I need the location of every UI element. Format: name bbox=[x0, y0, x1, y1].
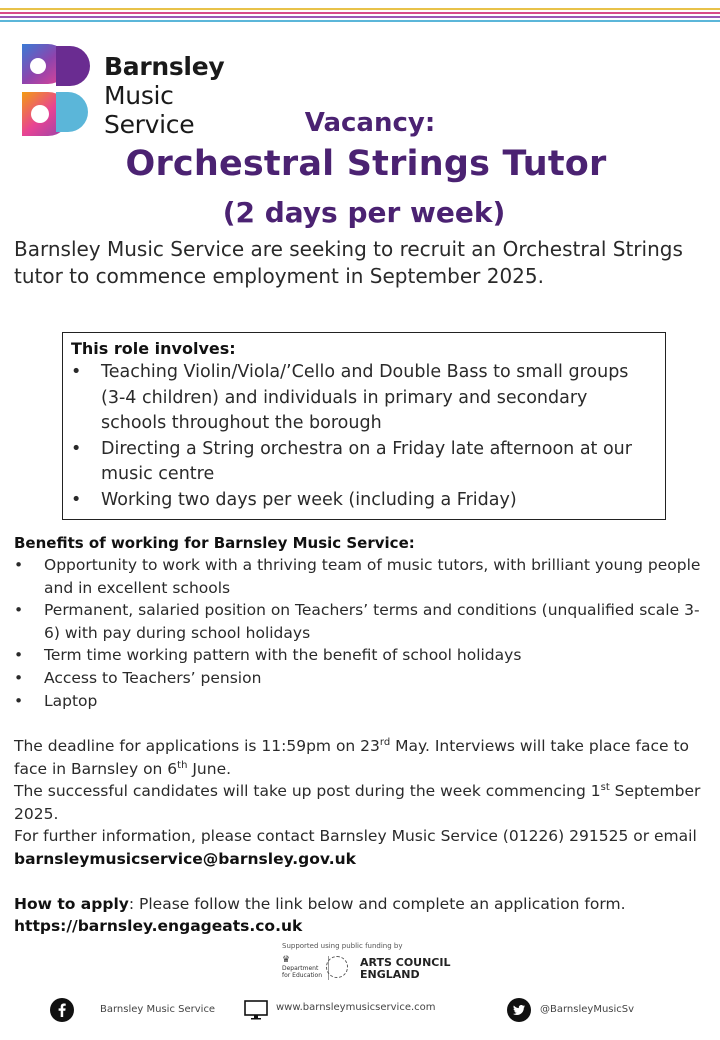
apply-text bbox=[14, 893, 706, 916]
job-title: Orchestral Strings Tutor bbox=[125, 144, 607, 184]
contact-part: For further information, please contact Barnsley Music Service (01226) 291525 or email bbox=[14, 827, 697, 846]
job-hours: (2 days per week) bbox=[222, 196, 506, 229]
list-item: • Teaching Violin/Viola/’Cello and Double Bass to small groups (3-4 children) and individuals in primary and secondary schools throughout the borough bbox=[71, 360, 657, 437]
start-text bbox=[14, 780, 706, 825]
role-box bbox=[62, 332, 666, 520]
intro-paragraph: Barnsley Music Service are seeking to recruit an Orchestral Strings tutor to commence employment in September 2025. bbox=[14, 237, 683, 288]
role-title: This role involves: bbox=[71, 339, 236, 358]
application-info bbox=[14, 735, 706, 938]
footer-website-link[interactable]: www.barnsleymusicservice.com bbox=[276, 1002, 436, 1013]
start-sup: st bbox=[600, 782, 610, 794]
deadline-text bbox=[14, 735, 706, 780]
deadline-part: June. bbox=[187, 759, 232, 778]
list-item: • Access to Teachers’ pension bbox=[14, 667, 704, 690]
ace-line: ENGLAND bbox=[360, 968, 420, 981]
apply-label: How to apply bbox=[14, 894, 129, 913]
monitor-icon bbox=[244, 1000, 268, 1020]
deadline-part: The deadline for applications is 11:59pm on 23 bbox=[14, 737, 380, 755]
deadline-sup: th bbox=[177, 759, 188, 771]
logo-line2: Music bbox=[104, 81, 174, 110]
stripe-pink bbox=[0, 12, 720, 14]
crest-icon: ♛ bbox=[282, 955, 291, 965]
stripe-blue bbox=[0, 20, 720, 22]
list-item: • Laptop bbox=[14, 690, 704, 713]
footer bbox=[0, 994, 720, 1024]
apply-link-row bbox=[14, 915, 706, 938]
start-part: The successful candidates will take up post during the week commencing 1 bbox=[14, 782, 601, 801]
benefits-section bbox=[14, 534, 704, 712]
twitter-icon[interactable] bbox=[507, 998, 531, 1022]
vacancy-label: Vacancy: bbox=[304, 108, 436, 138]
stripe-purple bbox=[0, 16, 720, 18]
footer-twitter-text: @BarnsleyMusicSv bbox=[540, 1004, 635, 1015]
funding-label: Supported using public funding by bbox=[282, 942, 403, 950]
role-list bbox=[71, 360, 657, 513]
facebook-icon[interactable] bbox=[50, 998, 74, 1022]
dfe-line: Department bbox=[282, 965, 319, 972]
dfe-line: for Education bbox=[282, 972, 323, 979]
contact-email-link[interactable]: barnsleymusicservice@barnsley.gov.uk bbox=[14, 849, 356, 868]
list-item: • Directing a String orchestra on a Friday late afternoon at our music centre bbox=[71, 437, 657, 488]
contact-text bbox=[14, 825, 706, 870]
benefits-title: Benefits of working for Barnsley Music Service: bbox=[14, 534, 415, 552]
apply-link[interactable]: https://barnsley.engageats.co.uk bbox=[14, 917, 303, 936]
footer-facebook-text: Barnsley Music Service bbox=[100, 1004, 216, 1015]
stripe-yellow bbox=[0, 8, 720, 10]
list-item: • Permanent, salaried position on Teachers’ terms and conditions (unqualified scale 3-6) with pay during school holidays bbox=[14, 599, 704, 644]
logo-line1: Barnsley bbox=[104, 52, 225, 81]
start-part: September 2025. bbox=[14, 782, 701, 823]
funding-logos bbox=[276, 942, 456, 984]
list-item: • Term time working pattern with the benefit of school holidays bbox=[14, 644, 704, 667]
decorative-stripes bbox=[0, 8, 720, 24]
list-item: • Working two days per week (including a Friday) bbox=[71, 488, 657, 514]
arts-council-text bbox=[360, 957, 450, 981]
benefits-list bbox=[14, 554, 704, 712]
deadline-part: May. Interviews will take place face to face in Barnsley on 6 bbox=[14, 737, 690, 778]
apply-instructions: : Please follow the link below and complete an application form. bbox=[128, 894, 626, 913]
logo-line3: Service bbox=[104, 110, 195, 139]
ace-line: ARTS COUNCIL bbox=[360, 956, 451, 969]
arts-council-icon bbox=[326, 956, 348, 978]
list-item: • Opportunity to work with a thriving team of music tutors, with brilliant young people and in excellent schools bbox=[14, 554, 704, 599]
deadline-sup: rd bbox=[379, 736, 391, 748]
dfe-logo bbox=[282, 956, 329, 980]
